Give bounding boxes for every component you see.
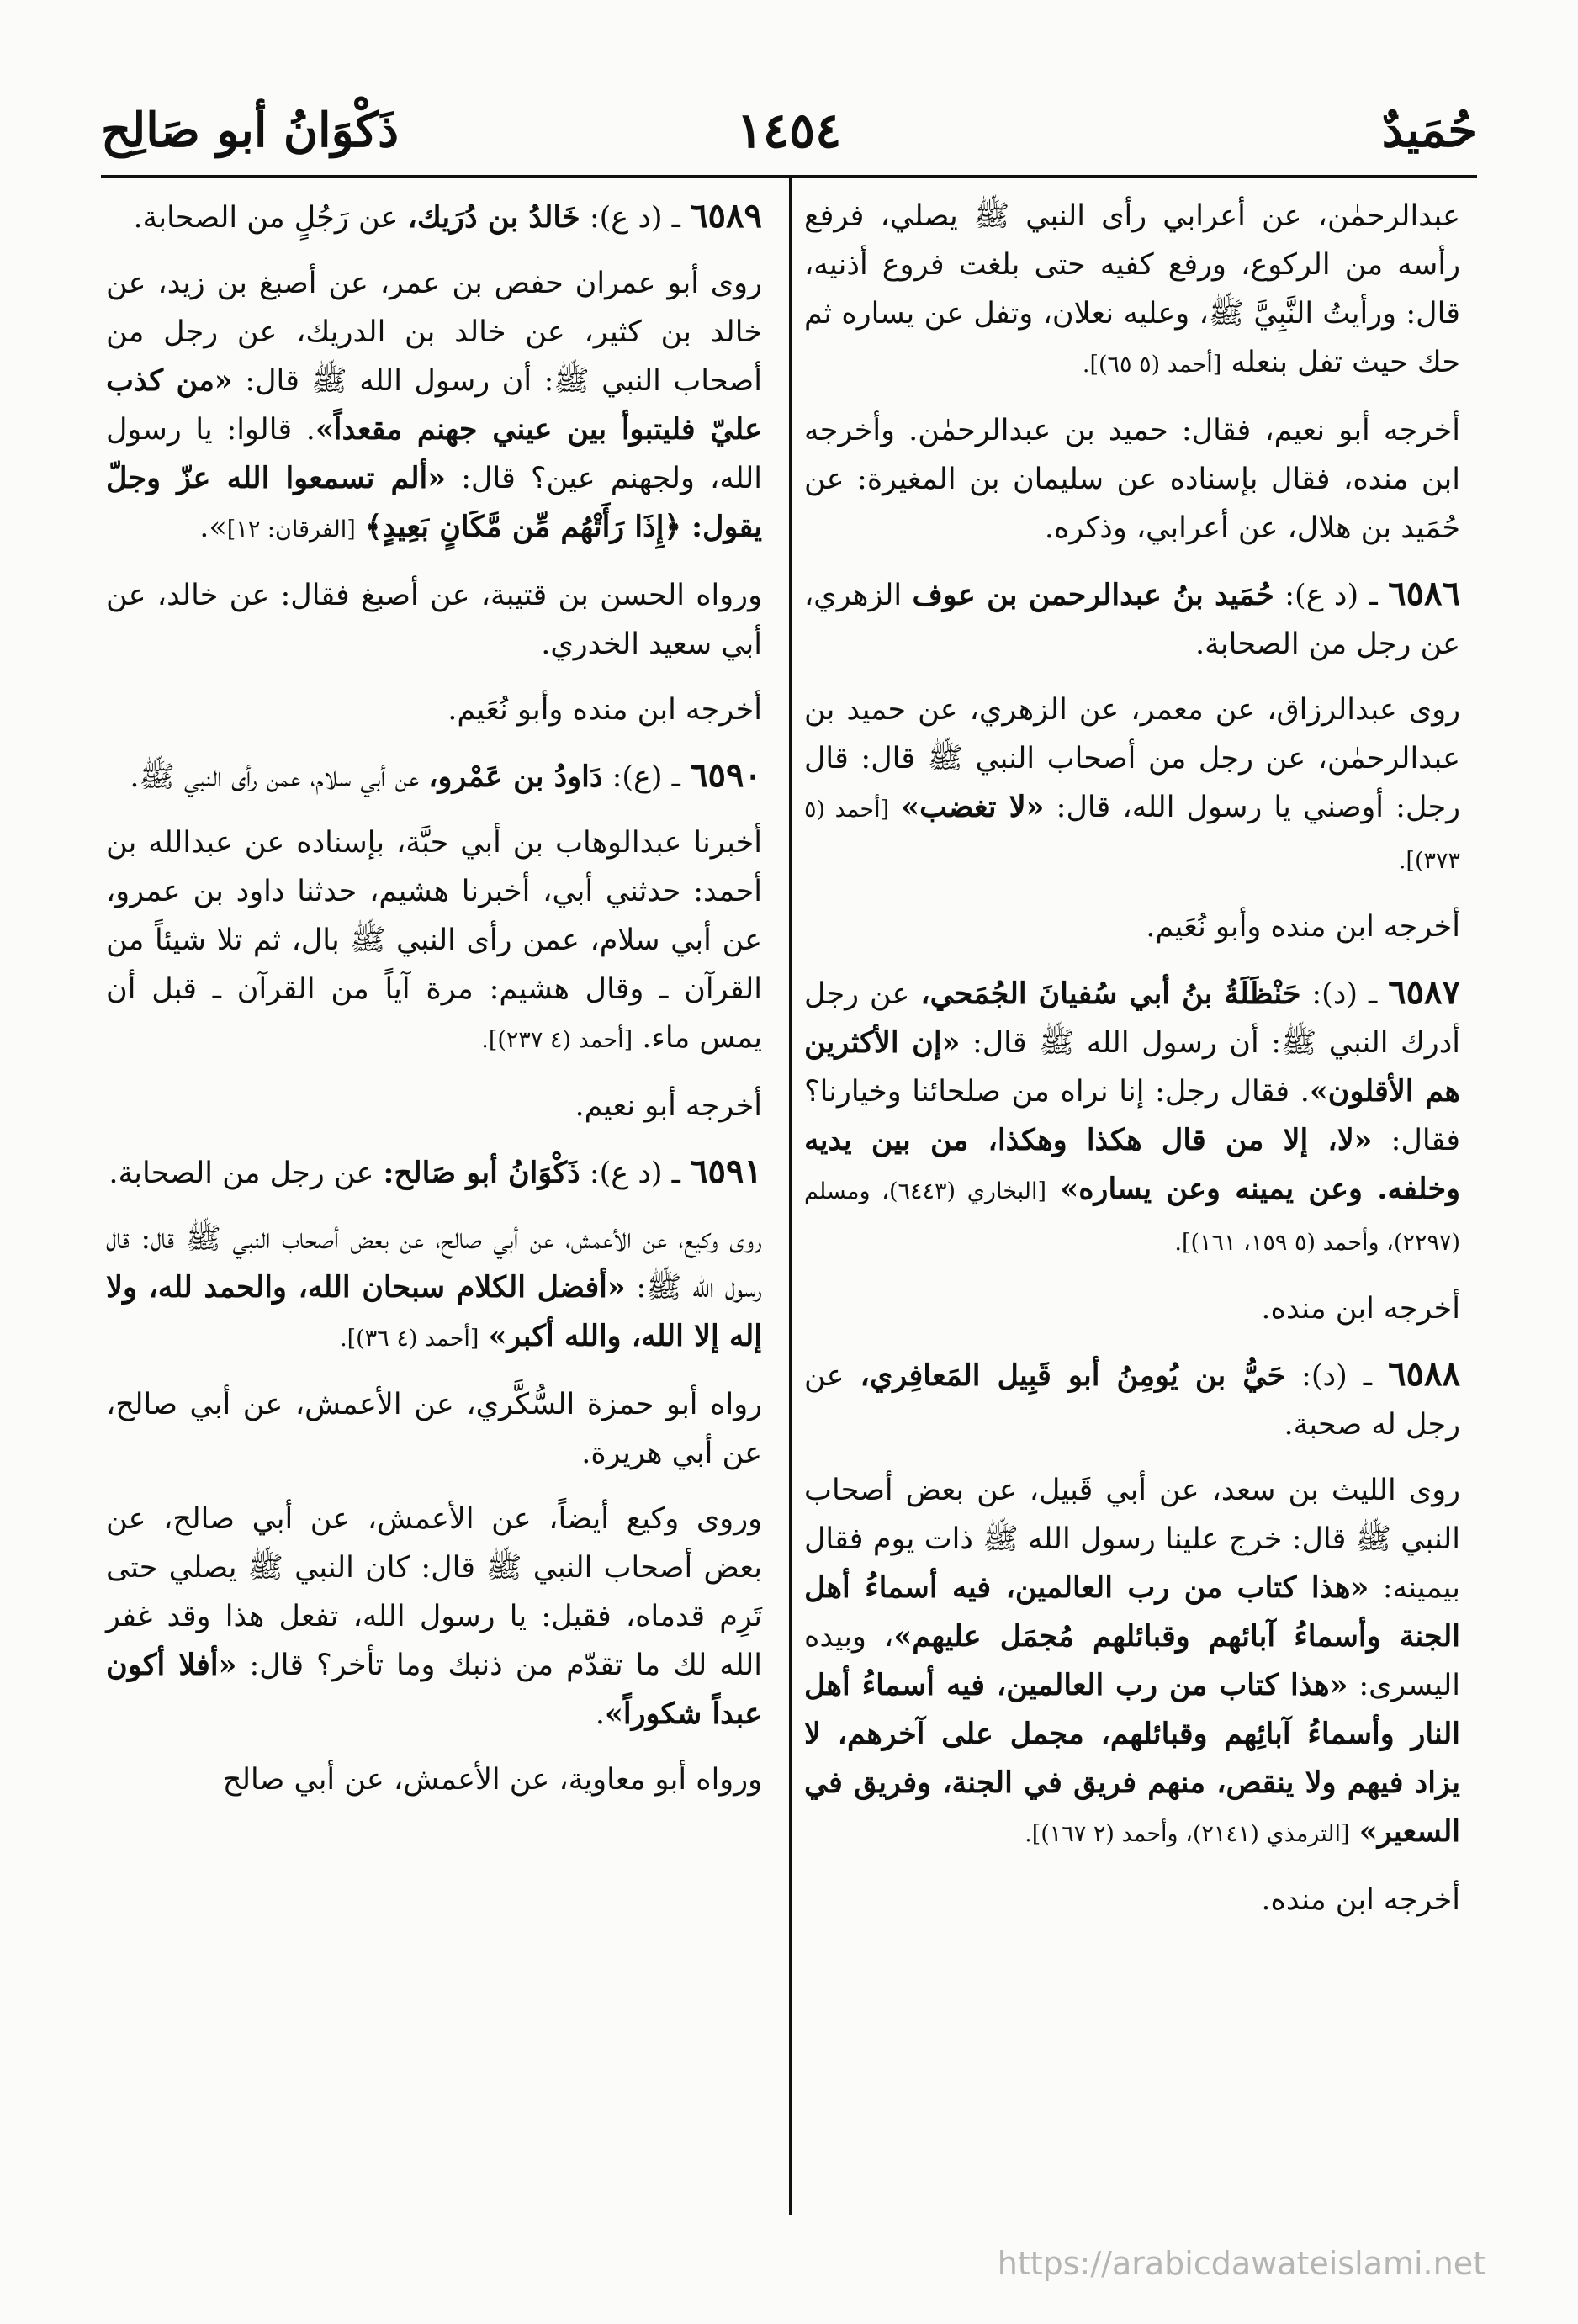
text-run bbox=[356, 511, 365, 544]
text-run bbox=[1046, 1173, 1060, 1206]
text-run: روى وكيع، عن الأعمش، عن أبي صالح، عن بعض أصحاب النبي ﷺ قال: قال رسول الله ﷺ: bbox=[106, 1222, 762, 1305]
reference: [البخاري (٦٤٤٣)، ومسلم (٢٢٩٧)، وأحمد (٥ ١٥٩، ١٦١)]. bbox=[804, 1178, 1460, 1256]
paragraph bbox=[106, 818, 762, 1065]
bold-text: «ألم تسمعوا الله عزّ وجلّ يقول: ﴿إِذَا رَأَتْهُم مِّن مَّكَانٍ بَعِيدٍ﴾ bbox=[106, 461, 762, 544]
paragraph bbox=[106, 1147, 762, 1198]
paragraph bbox=[804, 968, 1460, 1268]
text-run: ـ (د): bbox=[1300, 977, 1389, 1011]
text-run: روى الليث بن سعد، عن أبي قَبيل، عن بعض أصحاب النبي ﷺ قال: خرج علينا رسول الله ﷺ ذات يوم فقال بيمينه: bbox=[804, 1474, 1460, 1605]
text-run: عن رجل أدرك النبي ﷺ: أن رسول الله ﷺ قال: bbox=[804, 977, 1461, 1060]
text-run: رواه أبو حمزة السُّكَّري، عن الأعمش، عن أبي صالح، عن أبي هريرة. bbox=[106, 1388, 762, 1470]
paragraph bbox=[804, 1466, 1460, 1859]
text-run: . فقال رجل: إنا نراه من صلحائنا وخيارنا؟ فقال: bbox=[804, 1075, 1460, 1157]
page-header bbox=[101, 97, 1477, 164]
text-run: ورواه أبو معاوية، عن الأعمش، عن أبي صالح bbox=[222, 1763, 762, 1797]
paragraph bbox=[106, 259, 762, 554]
bold-text: «أفلا أكون عبداً شكوراً» bbox=[106, 1648, 762, 1731]
bold-text: «أفضل الكلام سبحان الله، والحمد لله، ولا إله إلا الله، والله أكبر» bbox=[106, 1270, 762, 1353]
entry-number: ٦٥٩٠ bbox=[690, 755, 762, 795]
text-run: عن رجل له صحبة. bbox=[804, 1359, 1460, 1442]
text-run: عن رَجُلٍ من الصحابة. bbox=[133, 201, 408, 235]
text-run: ـ (د ع): bbox=[580, 1157, 691, 1190]
reference: [الفرقان: ١٢] bbox=[226, 516, 356, 543]
paragraph bbox=[804, 192, 1460, 389]
bold-text: «لا تغضب» bbox=[901, 790, 1045, 824]
text-run: ، وبيده اليسرى: bbox=[804, 1620, 1461, 1702]
paragraph bbox=[804, 686, 1460, 886]
bold-text: حَنْظَلَةُ بنُ أبي سُفيانَ الجُمَحي، bbox=[920, 977, 1301, 1011]
entry-number: ٦٥٩١ bbox=[690, 1151, 762, 1191]
text-run: ـ (ع): bbox=[602, 760, 691, 794]
paragraph bbox=[804, 406, 1460, 553]
paragraph bbox=[804, 1284, 1460, 1333]
text-run: أخرجه أبو نعيم، فقال: حميد بن عبدالرحمٰن. وأخرجه ابن منده، فقال بإسناده عن سليمان بن المغيرة: عن حُمَيد بن هلال، عن أعرابي، وذكره. bbox=[804, 414, 1460, 545]
entry-number: ٦٥٨٩ bbox=[690, 196, 762, 236]
entry-number: ٦٥٨٨ bbox=[1388, 1354, 1460, 1394]
paragraph bbox=[106, 686, 762, 734]
text-run bbox=[479, 1320, 488, 1353]
text-run: ». bbox=[199, 511, 227, 544]
bold-text: ذَكْوَانُ أبو صَالح: bbox=[383, 1156, 580, 1190]
paragraph bbox=[106, 1082, 762, 1130]
paragraph bbox=[106, 1495, 762, 1739]
text-run bbox=[889, 791, 901, 824]
paragraph bbox=[804, 903, 1460, 951]
bold-text: «إن الأكثرين هم الأقلون» bbox=[804, 1025, 1460, 1109]
text-run: عبدالرحمٰن، عن أعرابي رأى النبي ﷺ يصلي، فرفع رأسه من الركوع، ورفع كفيه حتى بلغت فروع أذنيه، قال: ورأيتُ النَّبِيَّ ﷺ، وعليه نعلان، وتفل عن يساره ثم حك حيث تفل بنعله bbox=[804, 199, 1460, 379]
running-head-left: ذَكْوَانُ أبو صَالِح bbox=[101, 103, 400, 158]
bold-text: حَيُّ بن يُومِنُ أبو قَبِيل المَعافِري، bbox=[860, 1358, 1286, 1393]
text-run: وروى وكيع أيضاً، عن الأعمش، عن أبي صالح، عن بعض أصحاب النبي ﷺ قال: كان النبي ﷺ يصلي حتى تَرِم قدماه، فقيل: يا رسول الله، تفعل هذا وقد غفر الله لك ما تقدّم من ذنبك وما تأخر؟ قال: bbox=[106, 1502, 762, 1682]
text-run: ـ (د): bbox=[1285, 1359, 1389, 1393]
paragraph bbox=[804, 1876, 1460, 1924]
text-run: روى أبو عمران حفص بن عمر، عن أصبغ بن زيد، عن خالد بن كثير، عن خالد بن الدريك، عن رجل من أصحاب النبي ﷺ: أن رسول الله ﷺ قال: bbox=[106, 267, 762, 398]
bold-text: خَالدُ بن دُرَيك، bbox=[407, 200, 580, 235]
paragraph bbox=[804, 569, 1460, 669]
text-run bbox=[1350, 1815, 1359, 1849]
bold-text: دَاودُ بن عَمْرو، bbox=[428, 760, 603, 794]
text-run: أخرجه ابن منده. bbox=[1261, 1292, 1460, 1326]
text-run: عن أبي سلام، عمن رأى النبي ﷺ. bbox=[130, 760, 429, 794]
paragraph bbox=[106, 1755, 762, 1804]
paragraph bbox=[804, 1350, 1460, 1449]
text-run: أخبرنا عبدالوهاب بن أبي حبَّة، بإسناده عن عبدالله بن أحمد: حدثني أبي، أخبرنا هشيم، حدثنا داود بن عمرو، عن أبي سلام، عمن رأى النبي ﷺ بال، ثم تلا شيئاً من القرآن ـ وقال هشيم: مرة آياً من القرآن ـ قبل أن يمس ماء. bbox=[106, 826, 762, 1055]
left-column bbox=[106, 192, 762, 1821]
text-run: . قالوا: يا رسول الله، ولجهنم عين؟ قال: bbox=[106, 413, 763, 495]
text-run: أخرجه ابن منده وأبو نُعَيم. bbox=[1146, 910, 1460, 944]
text-run: ـ (د ع): bbox=[1274, 579, 1389, 612]
text-run: ـ (د ع): bbox=[580, 201, 691, 235]
text-run: روى عبدالرزاق، عن معمر، عن الزهري، عن حميد بن عبدالرحمٰن، عن رجل من أصحاب النبي ﷺ قال: قال رجل: أوصني يا رسول الله، قال: bbox=[804, 693, 1460, 824]
bold-text: «لا، إلا من قال هكذا وهكذا، من بين يديه وخلفه. وعن يمينه وعن يساره» bbox=[804, 1123, 1460, 1206]
bold-text: «من كذب عليّ فليتبوأ بين عيني جهنم مقعداً» bbox=[106, 363, 762, 447]
reference: [أحمد (٤ ٣٦)]. bbox=[340, 1326, 479, 1352]
text-run: أخرجه ابن منده. bbox=[1261, 1883, 1460, 1917]
right-column bbox=[804, 192, 1460, 1941]
text-run: عن رجل من الصحابة. bbox=[109, 1157, 384, 1190]
entry-number: ٦٥٨٦ bbox=[1388, 574, 1461, 613]
reference: [أحمد (٥ ٣٧٣)]. bbox=[804, 797, 1460, 874]
bold-text: «هذا كتاب من رب العالمين، فيه أسماءُ أهل الجنة وأسماءُ آبائهم وقبائلهم مُجمَل عليهم» bbox=[804, 1570, 1460, 1654]
bold-text: حُمَيد بنُ عبدالرحمن بن عوف bbox=[912, 578, 1274, 612]
reference: [الترمذي (٢١٤١)، وأحمد (٢ ١٦٧)]. bbox=[1025, 1821, 1350, 1847]
reference: [أحمد (٤ ٢٣٧)]. bbox=[481, 1027, 633, 1053]
text-run: أخرجه أبو نعيم. bbox=[575, 1089, 762, 1123]
text-run: أخرجه ابن منده وأبو نُعَيم. bbox=[447, 693, 762, 727]
watermark-url: https://arabicdawateislami.net bbox=[997, 2245, 1485, 2282]
text-run: ورواه الحسن بن قتيبة، عن أصبغ فقال: عن خالد، عن أبي سعيد الخدري. bbox=[106, 579, 762, 661]
entry-number: ٦٥٨٧ bbox=[1388, 972, 1461, 1012]
paragraph bbox=[106, 1380, 762, 1478]
page-number: ١٤٥٤ bbox=[736, 102, 842, 159]
running-head-right: حُمَيدٌ bbox=[1381, 103, 1477, 158]
text-run: الزهري، عن رجل من الصحابة. bbox=[804, 579, 1460, 661]
text-run: . bbox=[595, 1697, 606, 1731]
paragraph bbox=[106, 751, 762, 802]
paragraph bbox=[106, 192, 762, 242]
paragraph bbox=[106, 1215, 762, 1363]
column-divider bbox=[789, 178, 792, 2215]
reference: [أحمد (٥ ٦٥)]. bbox=[1082, 352, 1222, 378]
paragraph bbox=[106, 571, 762, 669]
bold-text: «هذا كتاب من رب العالمين، فيه أسماءُ أهل النار وأسماءُ آبائِهم وقبائلهم، مجمل على آخرهم، لا يزاد فيهم ولا ينقص، منهم فريق في الجنة، وفريق في السعير» bbox=[804, 1668, 1460, 1849]
